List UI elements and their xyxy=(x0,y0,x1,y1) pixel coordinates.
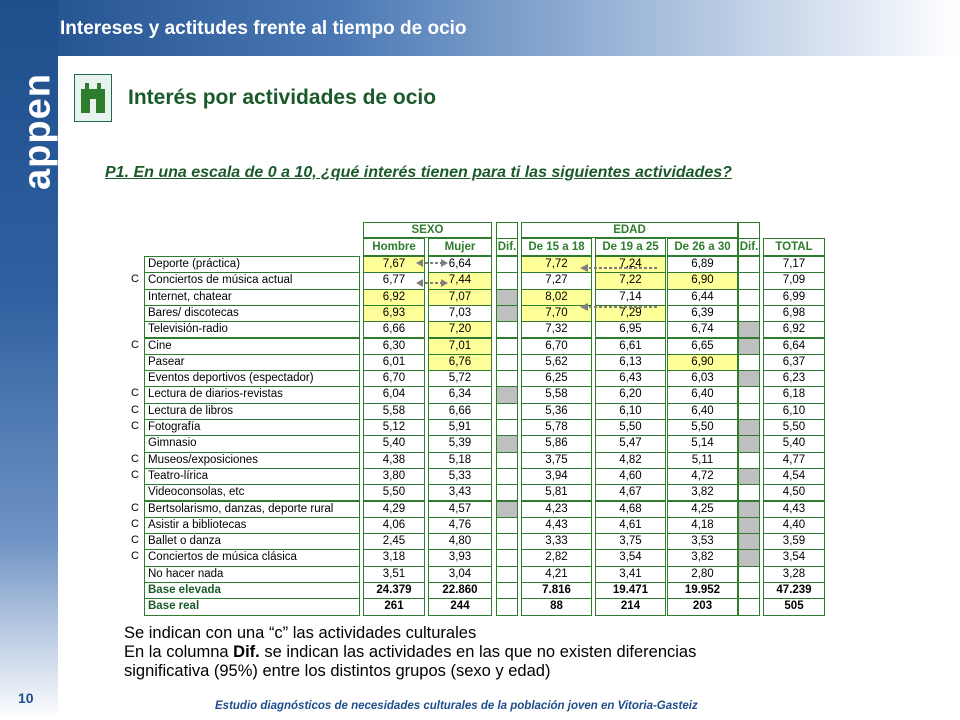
score-e3: 4,25 xyxy=(667,501,738,518)
cultural-marker: C xyxy=(131,420,139,432)
score-mujer: 5,18 xyxy=(428,452,492,469)
score-e1: 5,62 xyxy=(521,354,592,371)
score-e1: 3,75 xyxy=(521,452,592,469)
base-label: Base real xyxy=(144,598,360,615)
base-e3: 203 xyxy=(667,598,738,615)
note-dif: En la columna Dif. se indican las actividades en las que no existen diferencias xyxy=(124,643,697,661)
base-e2: 19.471 xyxy=(595,582,666,599)
cultural-marker: C xyxy=(131,452,139,465)
base-total: 47.239 xyxy=(763,582,825,599)
score-e2: 3,54 xyxy=(595,549,666,566)
score-hombre: 6,01 xyxy=(363,354,425,371)
score-hombre: 4,29 xyxy=(363,501,425,518)
score-e2: 6,13 xyxy=(595,354,666,371)
score-hombre: 4,06 xyxy=(363,517,425,534)
score-e3: 6,44 xyxy=(667,289,738,306)
score-total: 5,40 xyxy=(763,435,825,452)
base-label: Base elevada xyxy=(144,582,360,599)
brand-logo: appen xyxy=(16,73,59,190)
base-hombre: 24.379 xyxy=(363,582,425,599)
activity-label: Eventos deportivos (espectador) xyxy=(144,370,360,387)
score-e1: 2,82 xyxy=(521,549,592,566)
score-mujer: 7,07 xyxy=(428,289,492,306)
score-total: 6,64 xyxy=(763,338,825,355)
score-e1: 5,81 xyxy=(521,484,592,501)
score-e1: 5,78 xyxy=(521,419,592,436)
score-e2: 6,20 xyxy=(595,386,666,403)
score-e2: 7,29 xyxy=(595,305,666,322)
base-mujer: 22.860 xyxy=(428,582,492,599)
base-e3: 19.952 xyxy=(667,582,738,599)
activity-label: Televisión-radio xyxy=(144,321,360,338)
dif-header-1: Dif. xyxy=(496,238,518,256)
activity-label: Internet, chatear xyxy=(144,289,360,306)
arrow-deporte xyxy=(420,263,658,307)
activity-label: Deporte (práctica) xyxy=(144,256,360,273)
score-e1: 4,43 xyxy=(521,517,592,534)
score-e3: 6,89 xyxy=(667,256,738,273)
score-e2: 7,14 xyxy=(595,289,666,306)
score-mujer: 6,76 xyxy=(428,354,492,371)
cultural-marker: C xyxy=(131,273,139,286)
score-total: 6,99 xyxy=(763,289,825,306)
cultural-marker: C xyxy=(131,387,139,400)
score-total: 7,09 xyxy=(763,272,825,289)
column-header-0: Hombre xyxy=(363,238,425,256)
score-mujer: 7,03 xyxy=(428,305,492,322)
score-e1: 6,25 xyxy=(521,370,592,387)
dif-header-2: Dif. xyxy=(738,238,760,256)
score-total: 4,54 xyxy=(763,468,825,485)
score-e3: 6,90 xyxy=(667,354,738,371)
score-total: 4,40 xyxy=(763,517,825,534)
score-e1: 4,23 xyxy=(521,501,592,518)
score-total: 6,37 xyxy=(763,354,825,371)
column-header-2: De 15 a 18 xyxy=(521,238,592,256)
score-e1: 7,70 xyxy=(521,305,592,322)
base-total: 505 xyxy=(763,598,825,615)
score-total: 6,92 xyxy=(763,321,825,338)
score-mujer: 3,93 xyxy=(428,549,492,566)
cultural-marker: C xyxy=(131,501,139,514)
score-mujer: 5,33 xyxy=(428,468,492,485)
score-e1: 7,32 xyxy=(521,321,592,338)
cultural-marker: C xyxy=(131,534,139,547)
score-mujer: 4,80 xyxy=(428,533,492,550)
note-significance: significativa (95%) entre los distintos grupos (sexo y edad) xyxy=(124,662,551,680)
score-total: 5,50 xyxy=(763,419,825,436)
score-e1: 5,36 xyxy=(521,403,592,420)
score-e3: 2,80 xyxy=(667,566,738,583)
base-e1: 88 xyxy=(521,598,592,615)
score-mujer: 7,44 xyxy=(428,272,492,289)
cultural-marker: C xyxy=(131,517,139,530)
score-e1: 7,27 xyxy=(521,272,592,289)
column-header-4: De 26 a 30 xyxy=(667,238,738,256)
score-e2: 6,10 xyxy=(595,403,666,420)
score-e3: 6,40 xyxy=(667,403,738,420)
score-e3: 3,82 xyxy=(667,484,738,501)
score-e3: 6,03 xyxy=(667,370,738,387)
score-mujer: 6,64 xyxy=(428,256,492,273)
score-e2: 6,43 xyxy=(595,370,666,387)
activity-label: Conciertos de música clásica xyxy=(144,549,360,566)
score-hombre: 6,66 xyxy=(363,321,425,338)
score-hombre: 3,80 xyxy=(363,468,425,485)
score-total: 4,43 xyxy=(763,501,825,518)
score-mujer: 5,91 xyxy=(428,419,492,436)
score-e2: 7,24 xyxy=(595,256,666,273)
score-e2: 4,82 xyxy=(595,452,666,469)
cultural-marker: C xyxy=(131,338,139,351)
score-e3: 3,82 xyxy=(667,549,738,566)
score-hombre: 6,30 xyxy=(363,338,425,355)
score-total: 7,17 xyxy=(763,256,825,273)
score-hombre: 5,40 xyxy=(363,435,425,452)
score-mujer: 3,04 xyxy=(428,566,492,583)
section-title: Interés por actividades de ocio xyxy=(128,86,437,109)
score-hombre: 6,92 xyxy=(363,289,425,306)
page-number: 10 xyxy=(18,690,34,706)
score-total: 3,59 xyxy=(763,533,825,550)
score-hombre: 6,77 xyxy=(363,272,425,289)
score-e3: 6,90 xyxy=(667,272,738,289)
score-mujer: 7,20 xyxy=(428,321,492,338)
score-mujer: 7,01 xyxy=(428,338,492,355)
score-e2: 4,67 xyxy=(595,484,666,501)
score-e2: 4,60 xyxy=(595,468,666,485)
score-e3: 6,65 xyxy=(667,338,738,355)
score-hombre: 5,50 xyxy=(363,484,425,501)
note-cultural: Se indican con una “c” las actividades culturales xyxy=(124,624,477,642)
score-e3: 6,74 xyxy=(667,321,738,338)
activity-label: Gimnasio xyxy=(144,435,360,452)
activity-label: Lectura de libros xyxy=(144,403,360,420)
activity-label: Teatro-lírica xyxy=(144,468,360,485)
score-hombre: 3,51 xyxy=(363,566,425,583)
group-header-edad: EDAD xyxy=(521,222,738,238)
activity-label: Conciertos de música actual xyxy=(144,272,360,289)
activity-label: Bertsolarismo, danzas, deporte rural xyxy=(144,501,360,518)
score-e1: 7,72 xyxy=(521,256,592,273)
score-e1: 5,86 xyxy=(521,435,592,452)
score-total: 6,98 xyxy=(763,305,825,322)
arrow-heads xyxy=(416,259,588,311)
activity-label: Videoconsolas, etc xyxy=(144,484,360,501)
score-mujer: 5,72 xyxy=(428,370,492,387)
score-e3: 4,18 xyxy=(667,517,738,534)
score-mujer: 6,34 xyxy=(428,386,492,403)
score-e3: 5,11 xyxy=(667,452,738,469)
score-total: 6,10 xyxy=(763,403,825,420)
score-e3: 6,39 xyxy=(667,305,738,322)
score-total: 3,28 xyxy=(763,566,825,583)
column-header-1: Mujer xyxy=(428,238,492,256)
score-total: 3,54 xyxy=(763,549,825,566)
cultural-marker: C xyxy=(131,550,139,563)
activity-label: Bares/ discotecas xyxy=(144,305,360,322)
activity-label: Asistir a bibliotecas xyxy=(144,517,360,534)
score-total: 6,18 xyxy=(763,386,825,403)
base-mujer: 244 xyxy=(428,598,492,615)
score-e1: 3,94 xyxy=(521,468,592,485)
score-hombre: 5,58 xyxy=(363,403,425,420)
score-e2: 4,61 xyxy=(595,517,666,534)
score-mujer: 3,43 xyxy=(428,484,492,501)
score-e2: 5,47 xyxy=(595,435,666,452)
base-e1: 7.816 xyxy=(521,582,592,599)
score-e2: 6,95 xyxy=(595,321,666,338)
score-e2: 6,61 xyxy=(595,338,666,355)
footer-caption: Estudio diagnósticos de necesidades culturales de la población joven en Vitoria-Gasteiz xyxy=(215,700,698,712)
activity-label: Cine xyxy=(144,338,360,355)
column-header-5: TOTAL xyxy=(763,238,825,256)
cultural-marker: C xyxy=(131,403,139,416)
cultural-marker: C xyxy=(131,468,139,481)
base-e2: 214 xyxy=(595,598,666,615)
score-hombre: 7,67 xyxy=(363,256,425,273)
score-e1: 5,58 xyxy=(521,386,592,403)
score-mujer: 5,39 xyxy=(428,435,492,452)
score-hombre: 6,93 xyxy=(363,305,425,322)
column-header-3: De 19 a 25 xyxy=(595,238,666,256)
score-total: 6,23 xyxy=(763,370,825,387)
score-e1: 6,70 xyxy=(521,338,592,355)
score-e3: 3,53 xyxy=(667,533,738,550)
base-hombre: 261 xyxy=(363,598,425,615)
activity-label: Lectura de diarios-revistas xyxy=(144,386,360,403)
score-hombre: 6,70 xyxy=(363,370,425,387)
activity-label: Pasear xyxy=(144,354,360,371)
activity-label: Fotografía xyxy=(144,419,360,436)
score-hombre: 5,12 xyxy=(363,419,425,436)
score-e3: 4,72 xyxy=(667,468,738,485)
score-e3: 5,50 xyxy=(667,419,738,436)
score-mujer: 4,57 xyxy=(428,501,492,518)
score-hombre: 4,38 xyxy=(363,452,425,469)
score-e1: 4,21 xyxy=(521,566,592,583)
score-hombre: 3,18 xyxy=(363,549,425,566)
activity-label: Museos/exposiciones xyxy=(144,452,360,469)
score-hombre: 2,45 xyxy=(363,533,425,550)
activity-label: No hacer nada xyxy=(144,566,360,583)
score-e2: 4,68 xyxy=(595,501,666,518)
score-total: 4,50 xyxy=(763,484,825,501)
score-e3: 6,40 xyxy=(667,386,738,403)
score-hombre: 6,04 xyxy=(363,386,425,403)
page-header-title: Intereses y actitudes frente al tiempo de ocio xyxy=(60,18,467,39)
score-e1: 8,02 xyxy=(521,289,592,306)
score-e3: 5,14 xyxy=(667,435,738,452)
score-mujer: 6,66 xyxy=(428,403,492,420)
score-e2: 3,75 xyxy=(595,533,666,550)
score-mujer: 4,76 xyxy=(428,517,492,534)
score-e2: 7,22 xyxy=(595,272,666,289)
score-e1: 3,33 xyxy=(521,533,592,550)
score-e2: 5,50 xyxy=(595,419,666,436)
survey-question: P1. En una escala de 0 a 10, ¿qué interés tienen para ti las siguientes actividades? xyxy=(105,164,732,181)
score-e2: 3,41 xyxy=(595,566,666,583)
group-header-sexo: SEXO xyxy=(363,222,492,238)
score-total: 4,77 xyxy=(763,452,825,469)
activity-label: Ballet o danza xyxy=(144,533,360,550)
